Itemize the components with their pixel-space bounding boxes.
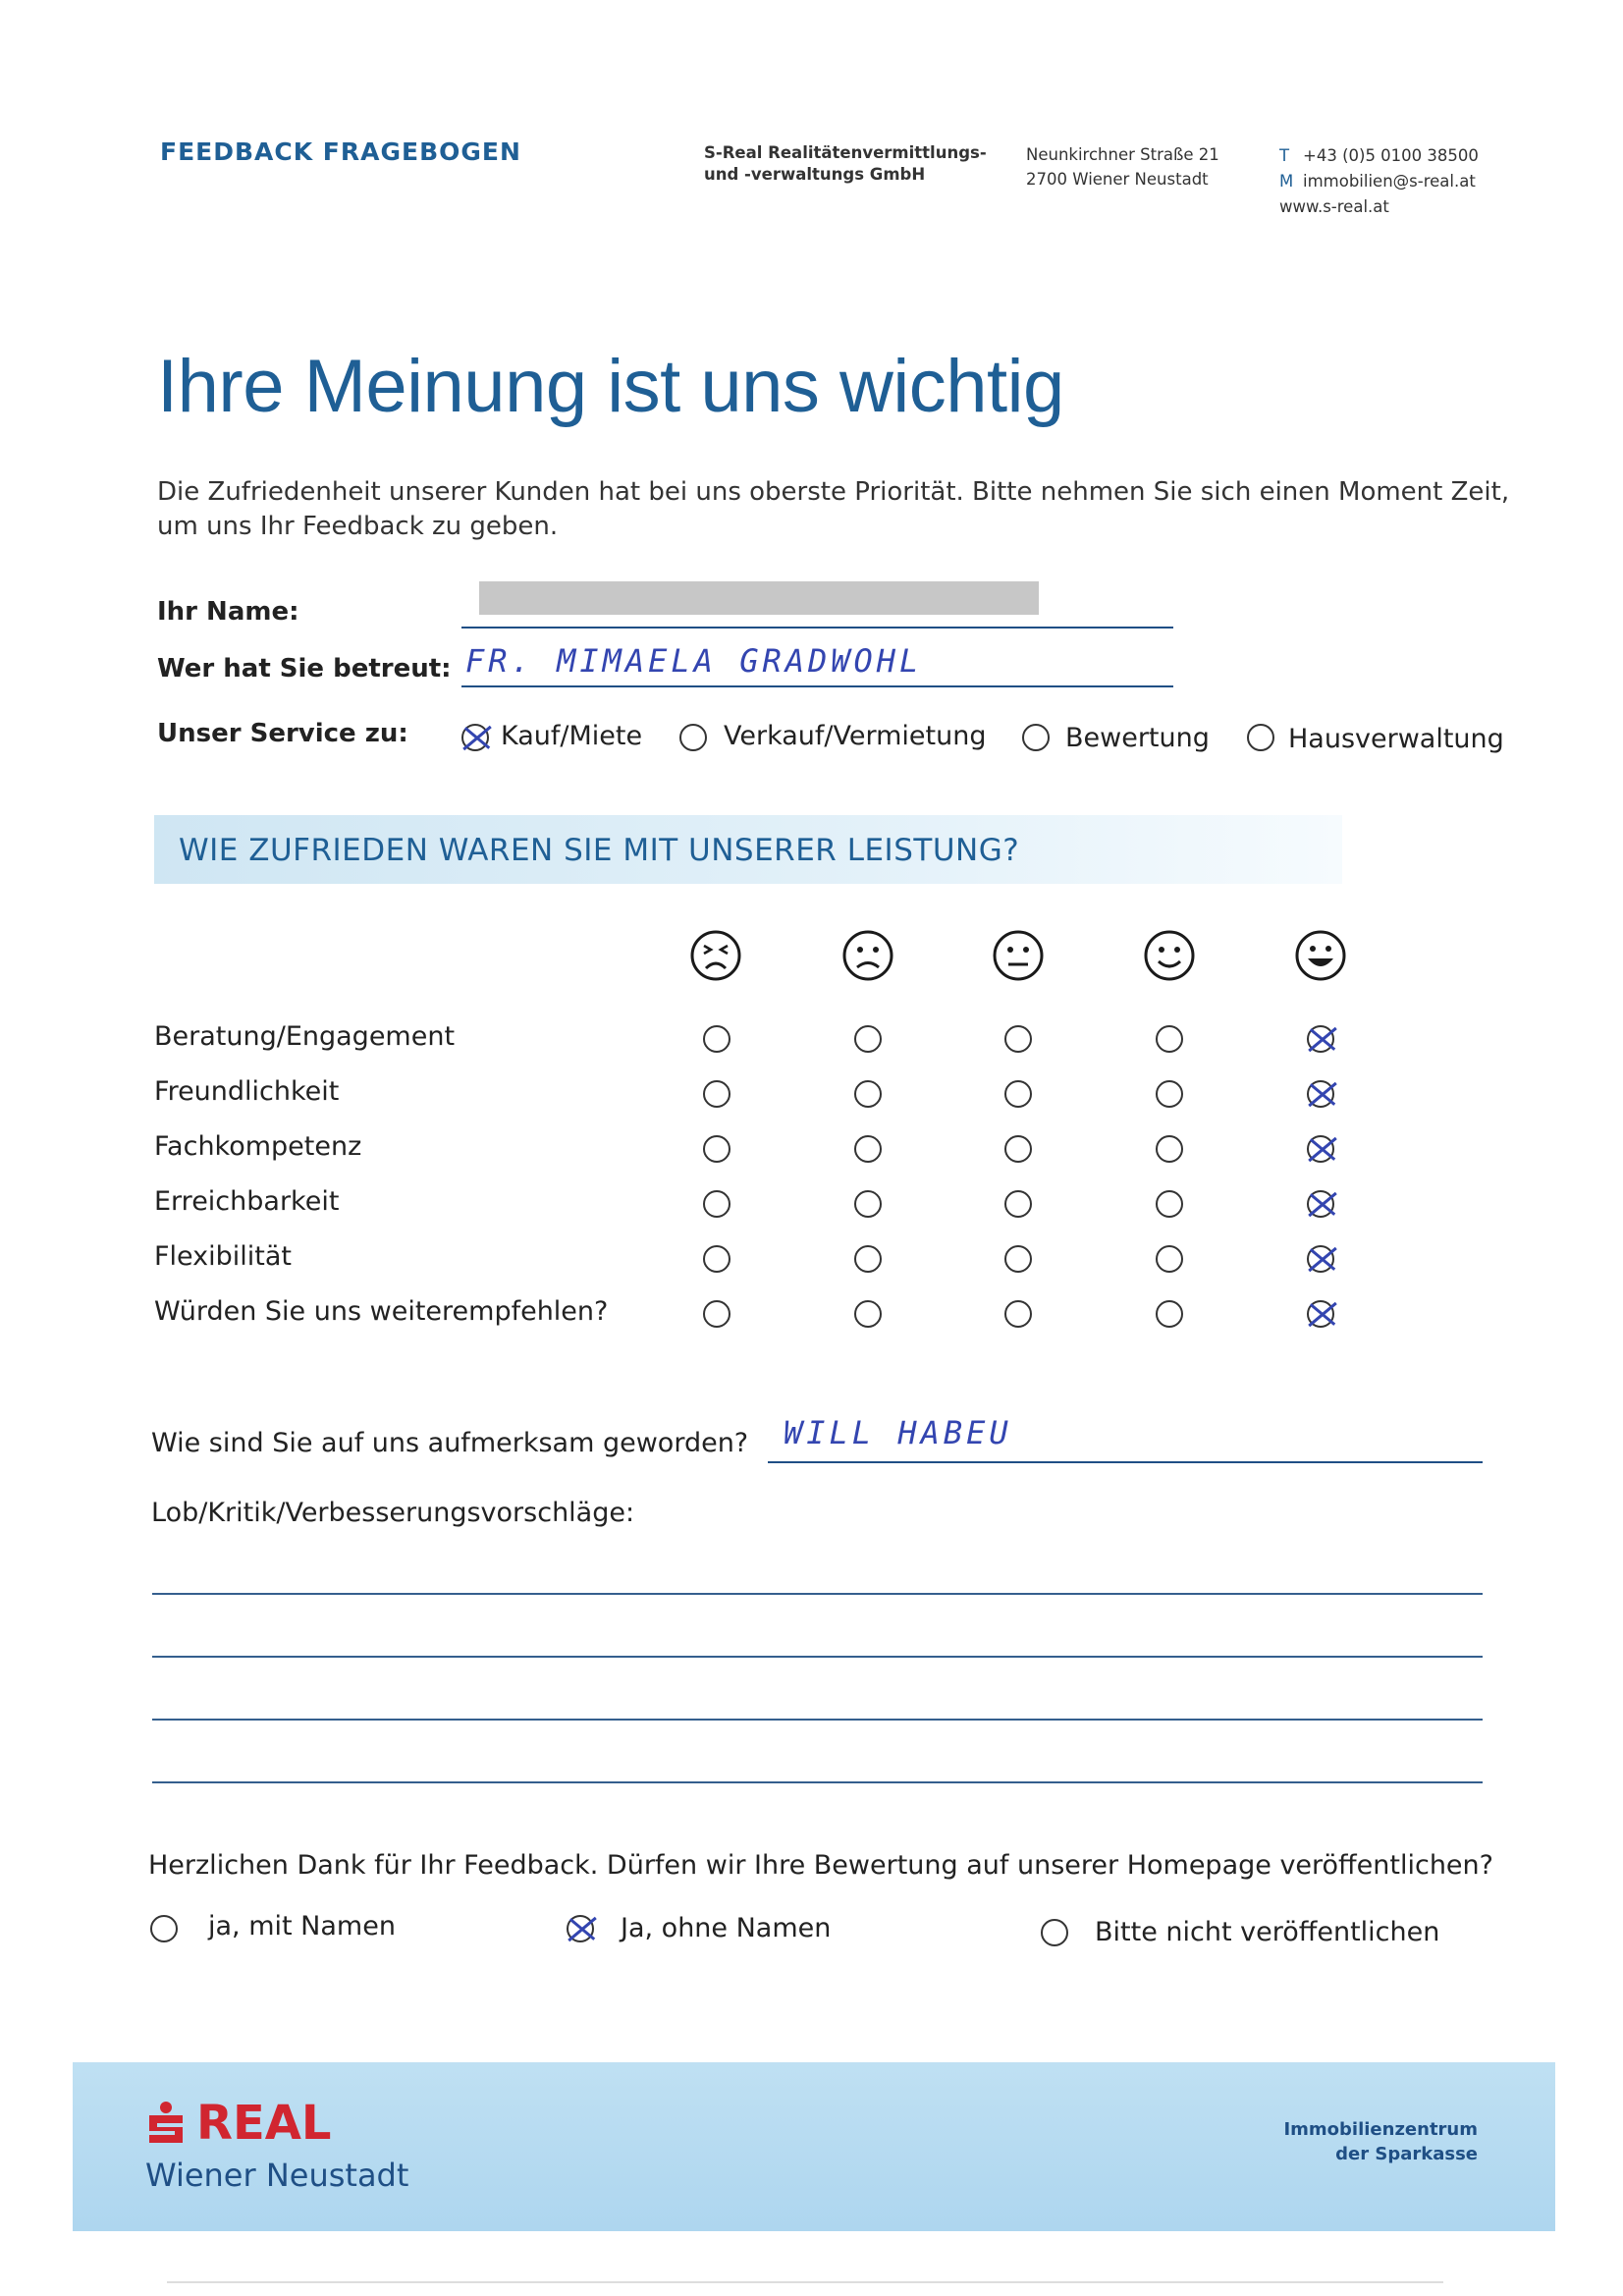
service-option-label: Verkauf/Vermietung — [724, 721, 987, 751]
company-name: S-Real Realitätenvermittlungs- und -verwaltungs GmbH — [704, 143, 987, 184]
brand-city: Wiener Neustadt — [145, 2157, 409, 2194]
very-happy-face-icon — [1294, 929, 1347, 982]
rating-radio[interactable] — [1307, 1080, 1334, 1108]
name-label: Ihr Name: — [157, 597, 299, 627]
rating-radio[interactable] — [703, 1190, 730, 1218]
redaction-bar — [479, 581, 1039, 615]
rating-radio[interactable] — [1307, 1190, 1334, 1218]
rating-radio[interactable] — [1004, 1080, 1032, 1108]
source-value: WILL HABEU — [784, 1414, 1012, 1451]
publish-radio-without-name[interactable] — [567, 1915, 594, 1942]
rating-radio[interactable] — [1307, 1300, 1334, 1328]
rating-radio[interactable] — [854, 1025, 882, 1053]
comments-label: Lob/Kritik/Verbesserungsvorschläge: — [151, 1498, 635, 1528]
service-radio-bewertung[interactable] — [1022, 724, 1050, 751]
rating-radio[interactable] — [1004, 1190, 1032, 1218]
rating-radio[interactable] — [1307, 1245, 1334, 1273]
page-headline: Ihre Meinung ist uns wichtig — [157, 345, 1064, 428]
source-label: Wie sind Sie auf uns aufmerksam geworden? — [151, 1428, 749, 1458]
rating-row-label: Flexibilität — [154, 1241, 293, 1272]
comment-line — [152, 1656, 1483, 1658]
rating-radio[interactable] — [1307, 1135, 1334, 1163]
advisor-label: Wer hat Sie betreut: — [157, 654, 452, 683]
rating-radio[interactable] — [1004, 1245, 1032, 1273]
service-option-label: Hausverwaltung — [1288, 724, 1504, 754]
footer-tagline: Immobilienzentrum der Sparkasse — [1283, 2119, 1478, 2164]
rating-radio[interactable] — [854, 1245, 882, 1273]
rating-radio[interactable] — [1156, 1025, 1183, 1053]
publish-option-label: Bitte nicht veröffentlichen — [1095, 1917, 1440, 1947]
rating-row-label: Fachkompetenz — [154, 1131, 362, 1162]
rating-radio[interactable] — [703, 1080, 730, 1108]
comment-line — [152, 1719, 1483, 1721]
form-title: FEEDBACK FRAGEBOGEN — [160, 137, 521, 166]
comment-line — [152, 1593, 1483, 1595]
rating-row-label: Freundlichkeit — [154, 1076, 340, 1107]
rating-radio[interactable] — [1156, 1300, 1183, 1328]
source-field[interactable] — [768, 1410, 1483, 1463]
rating-heading: WIE ZUFRIEDEN WAREN SIE MIT UNSERER LEISTUNG? — [179, 833, 1020, 868]
rating-row-label: Beratung/Engagement — [154, 1021, 456, 1052]
rating-radio[interactable] — [1156, 1135, 1183, 1163]
service-radio-verkauf-vermietung[interactable] — [679, 724, 707, 751]
comments-field[interactable] — [152, 1532, 1483, 1797]
rating-radio[interactable] — [703, 1025, 730, 1053]
brand-wordmark: REAL — [196, 2096, 332, 2151]
rating-radio[interactable] — [1307, 1025, 1334, 1053]
publish-option-label: ja, mit Namen — [208, 1911, 396, 1941]
sad-face-icon — [841, 929, 894, 982]
rating-radio[interactable] — [1004, 1025, 1032, 1053]
service-label: Unser Service zu: — [157, 719, 408, 748]
sparkasse-s-logo-icon — [145, 2102, 187, 2143]
neutral-face-icon — [992, 929, 1045, 982]
rating-radio[interactable] — [1156, 1080, 1183, 1108]
rating-radio[interactable] — [854, 1080, 882, 1108]
rating-row-label: Würden Sie uns weiterempfehlen? — [154, 1296, 609, 1327]
email-line: M immobilien@s-real.at — [1279, 172, 1476, 191]
name-field[interactable] — [461, 581, 1173, 629]
advisor-value: FR. MIMAELA GRADWOHL — [465, 642, 923, 680]
rating-radio[interactable] — [1156, 1245, 1183, 1273]
rating-radio[interactable] — [1004, 1300, 1032, 1328]
company-address: Neunkirchner Straße 21 2700 Wiener Neustadt — [1026, 145, 1219, 189]
service-option-label: Kauf/Miete — [501, 721, 643, 751]
smiling-face-icon — [1143, 929, 1196, 982]
advisor-field[interactable] — [461, 636, 1173, 687]
rating-radio[interactable] — [854, 1300, 882, 1328]
rating-radio[interactable] — [703, 1245, 730, 1273]
rating-radio[interactable] — [1156, 1190, 1183, 1218]
rating-radio[interactable] — [703, 1300, 730, 1328]
rating-radio[interactable] — [703, 1135, 730, 1163]
publish-radio-no-publish[interactable] — [1041, 1919, 1068, 1946]
rating-radio[interactable] — [854, 1135, 882, 1163]
publish-question: Herzlichen Dank für Ihr Feedback. Dürfen wir Ihre Bewertung auf unserer Homepage veröffentlichen? — [148, 1850, 1493, 1881]
rating-radio[interactable] — [1004, 1135, 1032, 1163]
rating-row-label: Erreichbarkeit — [154, 1186, 340, 1217]
very-unhappy-face-icon — [689, 929, 742, 982]
publish-radio-with-name[interactable] — [150, 1915, 178, 1942]
publish-option-label: Ja, ohne Namen — [621, 1913, 832, 1943]
comment-line — [152, 1781, 1483, 1783]
service-radio-hausverwaltung[interactable] — [1247, 724, 1274, 751]
service-option-label: Bewertung — [1065, 723, 1210, 753]
website-line: www.s-real.at — [1279, 197, 1389, 216]
scan-edge-line — [167, 2281, 1443, 2283]
service-radio-kauf-miete[interactable] — [461, 724, 489, 751]
company-contact — [1279, 143, 1479, 220]
rating-radio[interactable] — [854, 1190, 882, 1218]
phone-line: T +43 (0)5 0100 38500 — [1279, 146, 1479, 165]
intro-text: Die Zufriedenheit unserer Kunden hat bei uns oberste Priorität. Bitte nehmen Sie sich einen Moment Zeit, um uns Ihr Feedback zu geben. — [157, 477, 1510, 541]
